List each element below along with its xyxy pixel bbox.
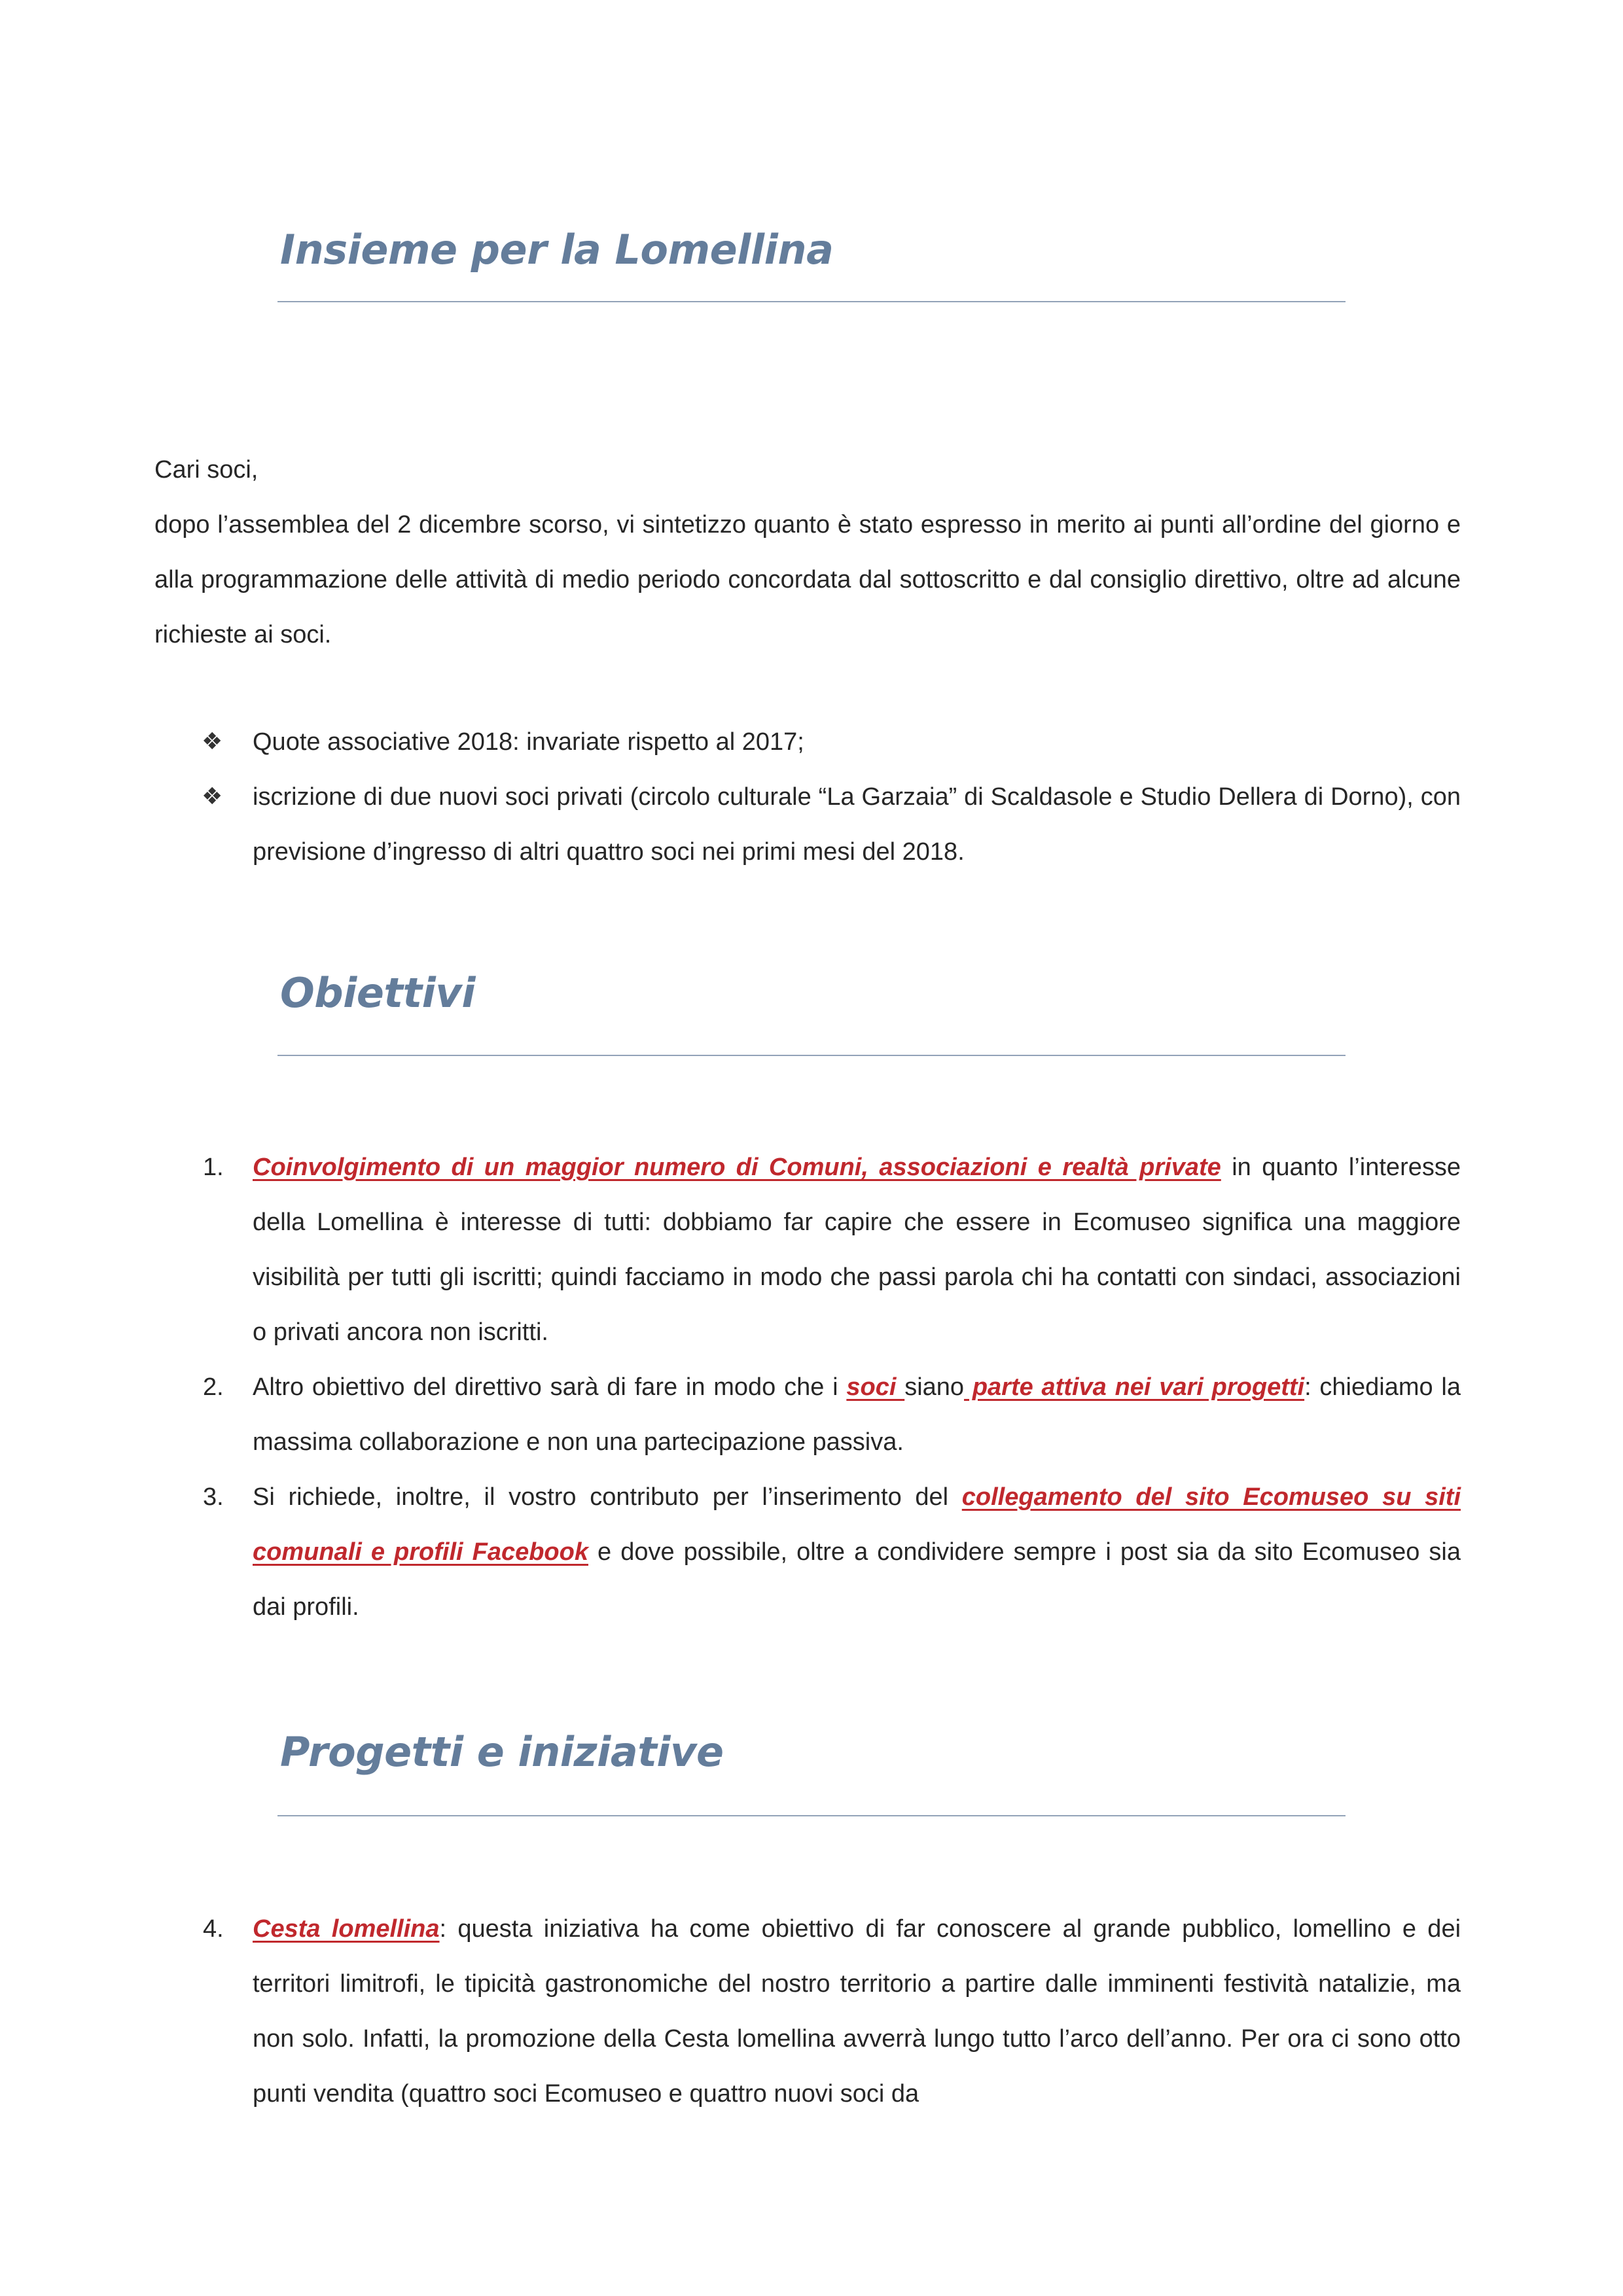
bullet-text: Quote associative 2018: invariate rispetto al 2017;	[253, 728, 804, 756]
greeting: Cari soci,	[154, 456, 259, 484]
list-item	[203, 1140, 1461, 1360]
bullet-text: iscrizione di due nuovi soci privati (circolo culturale “La Garzaia” di Scaldasole e Studio Dellera di Dorno), con previsione d’ingresso di altri quattro soci nei primi mesi del 2018.	[253, 783, 1461, 866]
item-number: 1.	[203, 1154, 224, 1181]
list-item	[203, 1901, 1461, 2121]
item-number: 4.	[203, 1915, 224, 1943]
item-text: : chiediamo la massima collaborazione e non una partecipazione passiva.	[253, 1373, 1461, 1456]
item-text: siano	[904, 1373, 965, 1401]
intro-paragraph: dopo l’assemblea del 2 dicembre scorso, vi sintetizzo quanto è stato espresso in merito ai punti all’ordine del giorno e alla programmazione delle attività di medio periodo concordata dal sottoscritto e dal consiglio direttivo, oltre ad alcune richieste ai soci.	[154, 511, 1461, 648]
highlighted-link[interactable]: Cesta lomellina	[253, 1915, 440, 1943]
item-text: e dove possibile, oltre a condividere sempre i post sia da sito Ecomuseo sia dai profili.	[253, 1538, 1461, 1621]
list-item	[202, 715, 1461, 769]
item-text: Si richiede, inoltre, il vostro contributo per l’inserimento del	[253, 1483, 962, 1511]
list-item	[203, 1470, 1461, 1634]
projects-list	[203, 1901, 1461, 2121]
item-number: 3.	[203, 1483, 224, 1511]
section-heading-progetti: Progetti e iniziative	[280, 1728, 724, 1776]
diamond-bullet-icon: ❖	[202, 783, 223, 810]
highlighted-link[interactable]: Coinvolgimento di un maggior numero di Comuni, associazioni e realtà private	[253, 1154, 1221, 1181]
list-item	[203, 1360, 1461, 1470]
section-divider	[277, 1055, 1346, 1056]
title-divider	[277, 301, 1346, 302]
bullet-list	[202, 715, 1461, 879]
highlighted-link[interactable]: parte attiva nei vari progetti	[964, 1373, 1305, 1401]
section-divider	[277, 1815, 1346, 1816]
diamond-bullet-icon: ❖	[202, 728, 223, 755]
objectives-list	[203, 1140, 1461, 1634]
document-title: Insieme per la Lomellina	[280, 226, 834, 274]
list-item	[202, 769, 1461, 879]
highlighted-link[interactable]: soci	[846, 1373, 905, 1401]
highlighted-link[interactable]: collegamento del sito Ecomuseo su siti comunali e profili Facebook	[253, 1483, 1461, 1566]
section-heading-obiettivi: Obiettivi	[280, 969, 476, 1017]
item-number: 2.	[203, 1373, 224, 1401]
item-text: Altro obiettivo del direttivo sarà di fare in modo che i	[253, 1373, 847, 1401]
item-text: in quanto l’interesse della Lomellina è interesse di tutti: dobbiamo far capire che essere in Ecomuseo significa una maggiore visibilità per tutti gli iscritti; quindi facciamo in modo che passi parola chi ha contatti con sindaci, associazioni o privati ancora non iscritti.	[253, 1154, 1461, 1346]
item-text: : questa iniziativa ha come obiettivo di far conoscere al grande pubblico, lomellino e dei territori limitrofi, le tipicità gastronomiche del nostro territorio a partire dalle imminenti festività natalizie, ma non solo. Infatti, la promozione della Cesta lomellina avverrà lungo tutto l’arco dell’anno. Per ora ci sono otto punti vendita (quattro soci Ecomuseo e quattro nuovi soci da	[253, 1915, 1461, 2108]
